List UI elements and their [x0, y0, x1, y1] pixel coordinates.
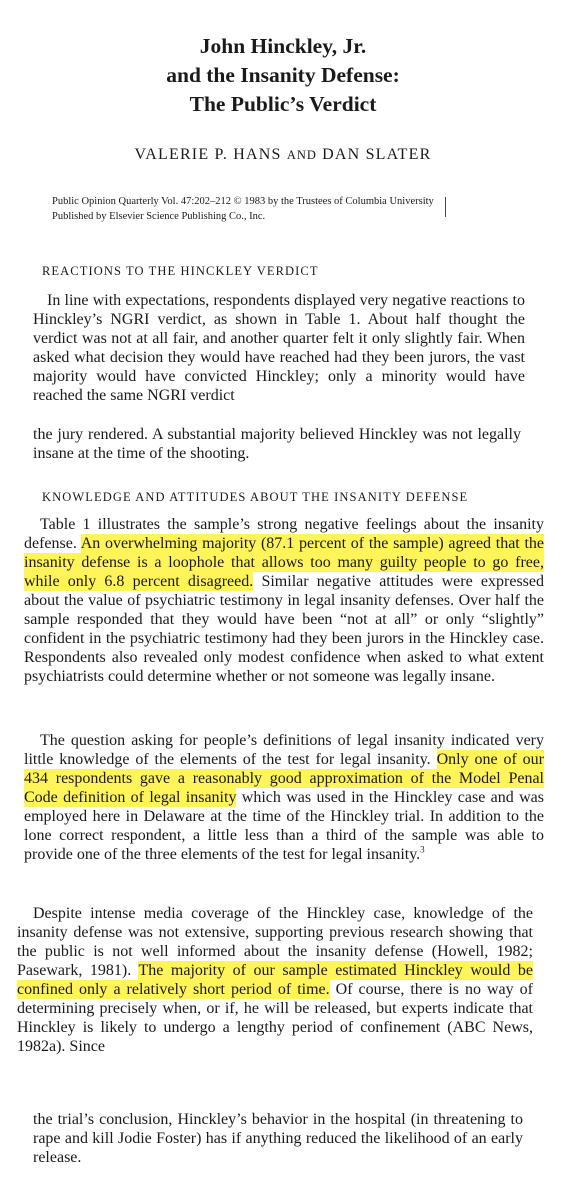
highlighted-text-respondents: Only one of our 434 respondents gave a reasonably good approximation of the Model Penal Code definition of legal insanity: [24, 751, 544, 806]
p1-text-before: Table 1 illustrates the sample’s strong negative feelings about the insanity defense.: [24, 516, 544, 552]
author-connector: AND: [286, 148, 317, 162]
footnote-marker: 3: [420, 844, 425, 855]
citation-line-2: Published by Elsevier Science Publishing Co., Inc.: [52, 211, 266, 222]
paragraph-knowledge-1: [24, 515, 544, 686]
section-heading-reactions: REACTIONS TO THE HINCKLEY VERDICT: [42, 264, 319, 278]
article-title-line-2: and the Insanity Defense:: [166, 63, 400, 87]
highlighted-text-loophole: An overwhelming majority (87.1 percent of the sample) agreed that the insanity defense is a loophole that allows too many guilty people to go free, while only 6.8 percent disagreed.: [24, 535, 544, 590]
paragraph-knowledge-2: [24, 731, 544, 864]
paragraph-knowledge-3: [17, 904, 533, 1056]
citation-line-1: Public Opinion Quarterly Vol. 47:202–212 © 1983 by the Trustees of Columbia University: [52, 196, 434, 207]
p1-text-after: Similar negative attitudes were expressed about the value of psychiatric testimony in legal insanity defenses. Over half the sample responded that they would have been “not at all” or only “slightly” confident in the psychiatric testimony had they been jurors in the Hinckley case. Respondents also revealed only modest confidence when asked to what extent psychiatrists could determine whether or not someone was legally insane.: [24, 573, 545, 685]
highlighted-text-confinement: The majority of our sample estimated Hinckley would be confined only a relatively short period of time.: [17, 962, 534, 998]
authors-line: [0, 146, 566, 164]
p3-text-after: Of course, there is no way of determining precisely when, or if, he will be released, but experts indicate that Hinckley is likely to undergo a lengthy period of confinement (ABC News, 1982a). Since: [17, 981, 534, 1055]
p2-text-after: which was used in the Hinckley case and was employed here in Delaware at the time of the Hinckley trial. In addition to the lone correct respondent, a little less than a third of the sample was able to provide one of the three elements of the test for legal insanity.: [24, 789, 545, 863]
p2-text-before: The question asking for people’s definitions of legal insanity indicated very little knowledge of the elements of the test for legal insanity.: [24, 732, 544, 768]
paragraph-reactions-1: In line with expectations, respondents displayed very negative reactions to Hinckley’s NGRI verdict, as shown in Table 1. About half thought the verdict was not at all fair, and another quarter felt it only slightly fair. When asked what decision they would have reached had they been jurors, the vast majority would have convicted Hinckley; only a minority would have reached the same NGRI verdict: [33, 292, 525, 404]
margin-rule: [445, 197, 446, 217]
paragraph-knowledge-4: the trial’s conclusion, Hinckley’s behavior in the hospital (in threatening to rape and kill Jodie Foster) has if anything reduced the likelihood of an early release.: [33, 1111, 523, 1166]
article-title-line-1: John Hinckley, Jr.: [199, 34, 367, 58]
p3-text-before: Despite intense media coverage of the Hinckley case, knowledge of the insanity defense was not extensive, supporting previous research showing that the public is not well informed about the insanity defense (Howell, 1982; Pasewark, 1981).: [17, 905, 533, 979]
section-heading-knowledge: KNOWLEDGE AND ATTITUDES ABOUT THE INSANITY DEFENSE: [42, 490, 469, 504]
author-1: VALERIE P. HANS: [134, 146, 282, 163]
article-title-line-3: The Public’s Verdict: [189, 92, 377, 116]
paragraph-reactions-2: the jury rendered. A substantial majority believed Hinckley was not legally insane at the time of the shooting.: [33, 426, 521, 462]
author-2: DAN SLATER: [322, 146, 432, 163]
